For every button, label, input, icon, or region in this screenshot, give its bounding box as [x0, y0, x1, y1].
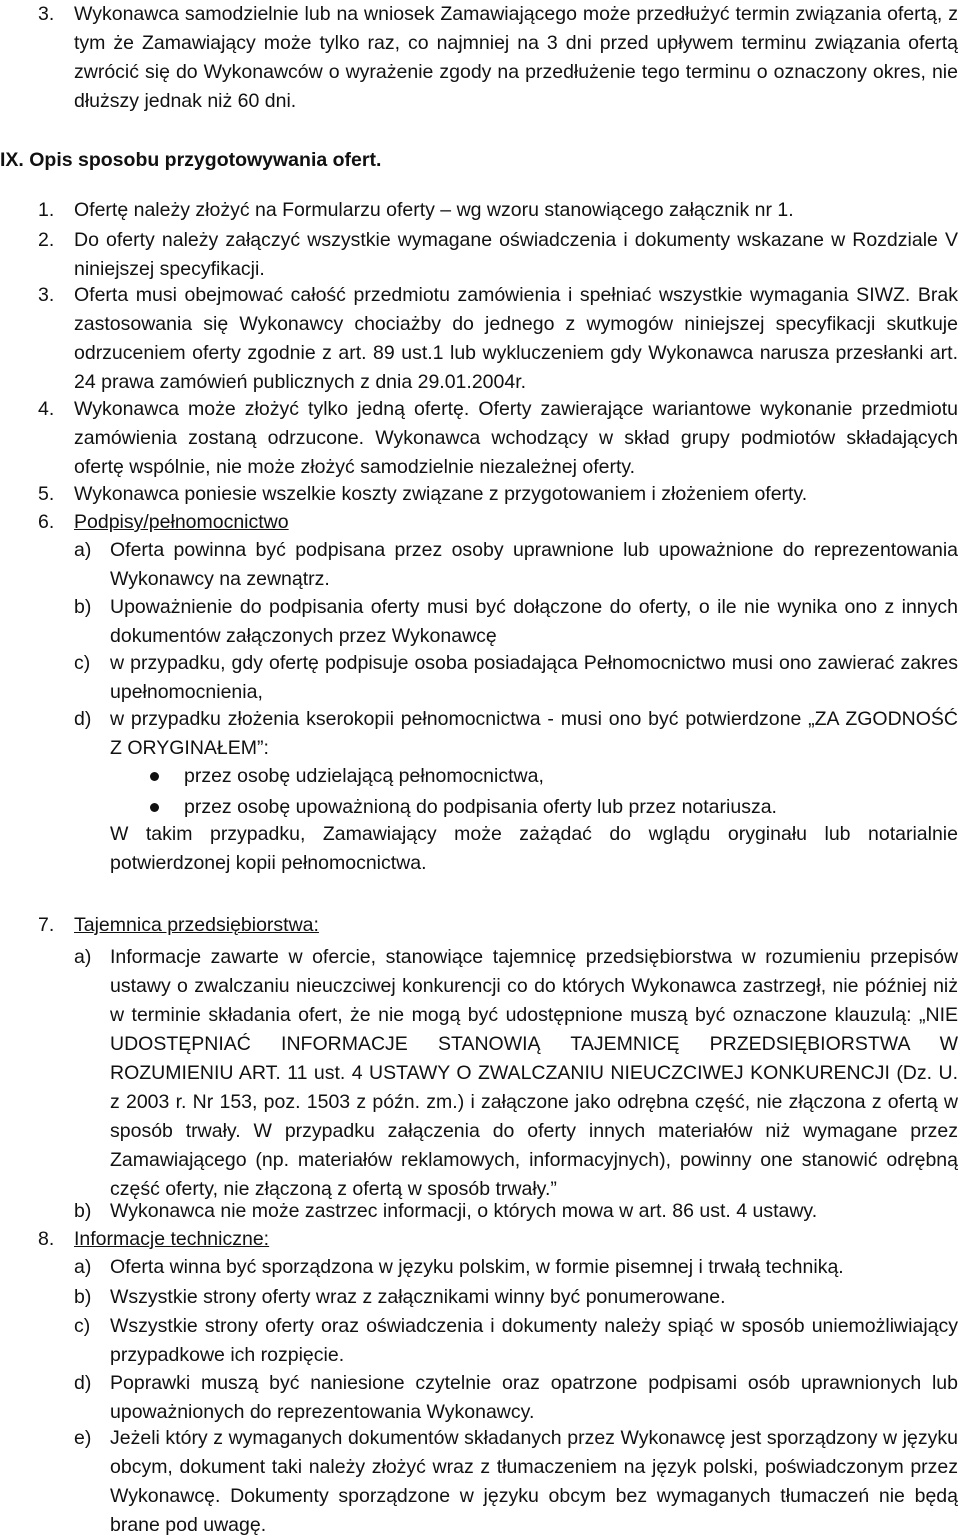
sub-item-6a — [74, 536, 958, 594]
list-item-3-top — [38, 0, 958, 116]
item-number: 8. — [38, 1228, 55, 1250]
item-number: 7. — [38, 914, 55, 936]
item-number: 3. — [38, 3, 55, 25]
item-text: Oferta musi obejmować całość przedmiotu zamówienia i spełniać wszystkie wymagania SIWZ. Brak zastosowania się Wykonawcy chociażby do jednego z wymogów niniejszej specyfikacji skutkuje odrzuceniem oferty zgodnie z art. 89 ust.1 lub wykluczeniem gdy Wykonawca narusza przesłanki art. 24 prawa zamówień publicznych z dnia 29.01.2004r. — [74, 284, 958, 393]
sub-item-6b — [74, 593, 958, 651]
item-heading: Informacje techniczne: — [74, 1228, 270, 1250]
item-heading: Podpisy/pełnomocnictwo — [74, 511, 289, 533]
bullet-item-2: przez osobę upoważnioną do podpisania oferty lub przez notariusza. — [184, 796, 777, 818]
list-item-5 — [38, 480, 958, 509]
item-text: Ofertę należy złożyć na Formularzu oferty – wg wzoru stanowiącego załącznik nr 1. — [74, 199, 794, 221]
item-text: Wykonawca poniesie wszelkie koszty związane z przygotowaniem i złożeniem oferty. — [74, 483, 808, 505]
section-heading — [0, 146, 960, 175]
bullet-icon — [150, 803, 159, 812]
sub-item-8b — [74, 1283, 958, 1312]
bullet-icon — [150, 772, 159, 781]
sub-item-letter: b) — [74, 596, 92, 618]
sub-item-letter: c) — [74, 652, 91, 674]
sub-item-letter: e) — [74, 1427, 92, 1449]
note-paragraph — [110, 820, 958, 878]
note-text: W takim przypadku, Zamawiający może zażądać do wglądu oryginału lub notarialnie potwierdzonej kopii pełnomocnictwa. — [110, 823, 958, 874]
sub-item-letter: d) — [74, 1372, 92, 1394]
item-text: Wykonawca może złożyć tylko jedną ofertę. Oferty zawierające wariantowe wykonanie przedmiotu zamówienia zostaną odrzucone. Wykonawca wchodzący w skład grupy podmiotów składających ofertę wspólnie, nie może złożyć samodzielnie niezależnej oferty. — [74, 398, 958, 478]
sub-item-text: Poprawki muszą być naniesione czytelnie oraz opatrzone podpisami osób uprawnionych lub upoważnionych do reprezentowania Wykonawcy. — [110, 1372, 958, 1423]
sub-item-text: Wykonawca nie może zastrzec informacji, o których mowa w art. 86 ust. 4 ustawy. — [110, 1200, 818, 1222]
item-text: Wykonawca samodzielnie lub na wniosek Zamawiającego może przedłużyć termin związania ofertą, z tym że Zamawiający może tylko raz, co najmniej na 3 dni przed upływem terminu związania ofertą zwrócić się do Wykonawców o wyrażenie zgody na przedłużenie tego terminu o oznaczony okres, nie dłuższy jednak niż 60 dni. — [74, 3, 958, 112]
item-heading: Tajemnica przedsiębiorstwa: — [74, 914, 319, 936]
list-item-1 — [38, 196, 958, 225]
list-item-3 — [38, 281, 958, 397]
item-number: 3. — [38, 284, 55, 306]
sub-item-text: Oferta winna być sporządzona w języku polskim, w formie pisemnej i trwałą techniką. — [110, 1256, 844, 1278]
list-item-2 — [38, 226, 958, 284]
sub-item-letter: c) — [74, 1315, 91, 1337]
sub-item-8a — [74, 1253, 958, 1282]
sub-item-letter: a) — [74, 1256, 92, 1278]
sub-item-text: w przypadku złożenia kserokopii pełnomocnictwa - musi ono być potwierdzone „ZA ZGODNOŚĆ Z ORYGINAŁEM”: — [110, 708, 958, 759]
sub-item-8e — [74, 1424, 958, 1540]
item-number: 1. — [38, 199, 55, 221]
item-number: 2. — [38, 229, 55, 251]
item-number: 5. — [38, 483, 55, 505]
sub-item-text: Upoważnienie do podpisania oferty musi być dołączone do oferty, o ile nie wynika ono z innych dokumentów załączonych przez Wykonawcę — [110, 596, 958, 647]
sub-item-letter: b) — [74, 1200, 92, 1222]
sub-item-text: Wszystkie strony oferty wraz z załącznikami winny być ponumerowane. — [110, 1286, 726, 1308]
sub-item-7a — [74, 943, 958, 1204]
sub-item-letter: d) — [74, 708, 92, 730]
list-item-7 — [38, 911, 958, 940]
sub-item-text: w przypadku, gdy ofertę podpisuje osoba posiadająca Pełnomocnictwo musi ono zawierać zakres upełnomocnienia, — [110, 652, 958, 703]
section-title: IX. Opis sposobu przygotowywania ofert. — [0, 149, 382, 171]
sub-item-8c — [74, 1312, 958, 1370]
list-item-8 — [38, 1225, 958, 1254]
sub-item-text: Oferta powinna być podpisana przez osoby uprawnione lub upoważnione do reprezentowania Wykonawcy na zewnątrz. — [110, 539, 958, 590]
sub-item-6d — [74, 705, 958, 763]
item-text: Do oferty należy załączyć wszystkie wymagane oświadczenia i dokumenty wskazane w Rozdziale V niniejszej specyfikacji. — [74, 229, 958, 280]
sub-item-6c — [74, 649, 958, 707]
list-item-4 — [38, 395, 958, 482]
item-number: 6. — [38, 511, 55, 533]
sub-item-text: Informacje zawarte w ofercie, stanowiące tajemnicę przedsiębiorstwa w rozumieniu przepisów ustawy o zwalczaniu nieuczciwej konkurencji co do których Wykonawca zastrzegł, nie później niż w terminie składania ofert, że nie mogą być udostępnione muszą być oznaczone klauzulą: „NIE UDOSTĘPNIAĆ INFORMACJE STANOWIĄ TAJEMNICĘ PRZEDSIĘBIORSTWA W ROZUMIENIU ART. 11 ust. 4 USTAWY O ZWALCZANIU NIEUCZCIWEJ KONKURENCJI (Dz. U. z 2003 r. Nr 153, poz. 1503 z późn. zm.) i załączone jako odrębna część, nie złączona z ofertą w sposób trwały. W przypadku załączenia do oferty innych materiałów niż wymagane przez Zamawiającego (np. materiałów reklamowych, informacyjnych), powinny one stanowić odrębną część oferty, nie złączoną z ofertą w sposób trwały.” — [110, 946, 958, 1200]
sub-item-letter: a) — [74, 539, 92, 561]
item-number: 4. — [38, 398, 55, 420]
sub-item-letter: a) — [74, 946, 92, 968]
sub-item-7b — [74, 1197, 958, 1226]
sub-item-text: Wszystkie strony oferty oraz oświadczenia i dokumenty należy spiąć w sposób uniemożliwiający przypadkowe ich rozpięcie. — [110, 1315, 958, 1366]
sub-item-8d — [74, 1369, 958, 1427]
list-item-6 — [38, 508, 958, 537]
sub-item-letter: b) — [74, 1286, 92, 1308]
sub-item-text: Jeżeli który z wymaganych dokumentów składanych przez Wykonawcę jest sporządzony w języku obcym, dokument taki należy złożyć wraz z tłumaczeniem na język polski, poświadczonym przez Wykonawcę. Dokumenty sporządzone w języku obcym bez wymaganych tłumaczeń nie będą brane pod uwagę. — [110, 1427, 958, 1536]
bullet-item-1: przez osobę udzielającą pełnomocnictwa, — [184, 765, 544, 787]
